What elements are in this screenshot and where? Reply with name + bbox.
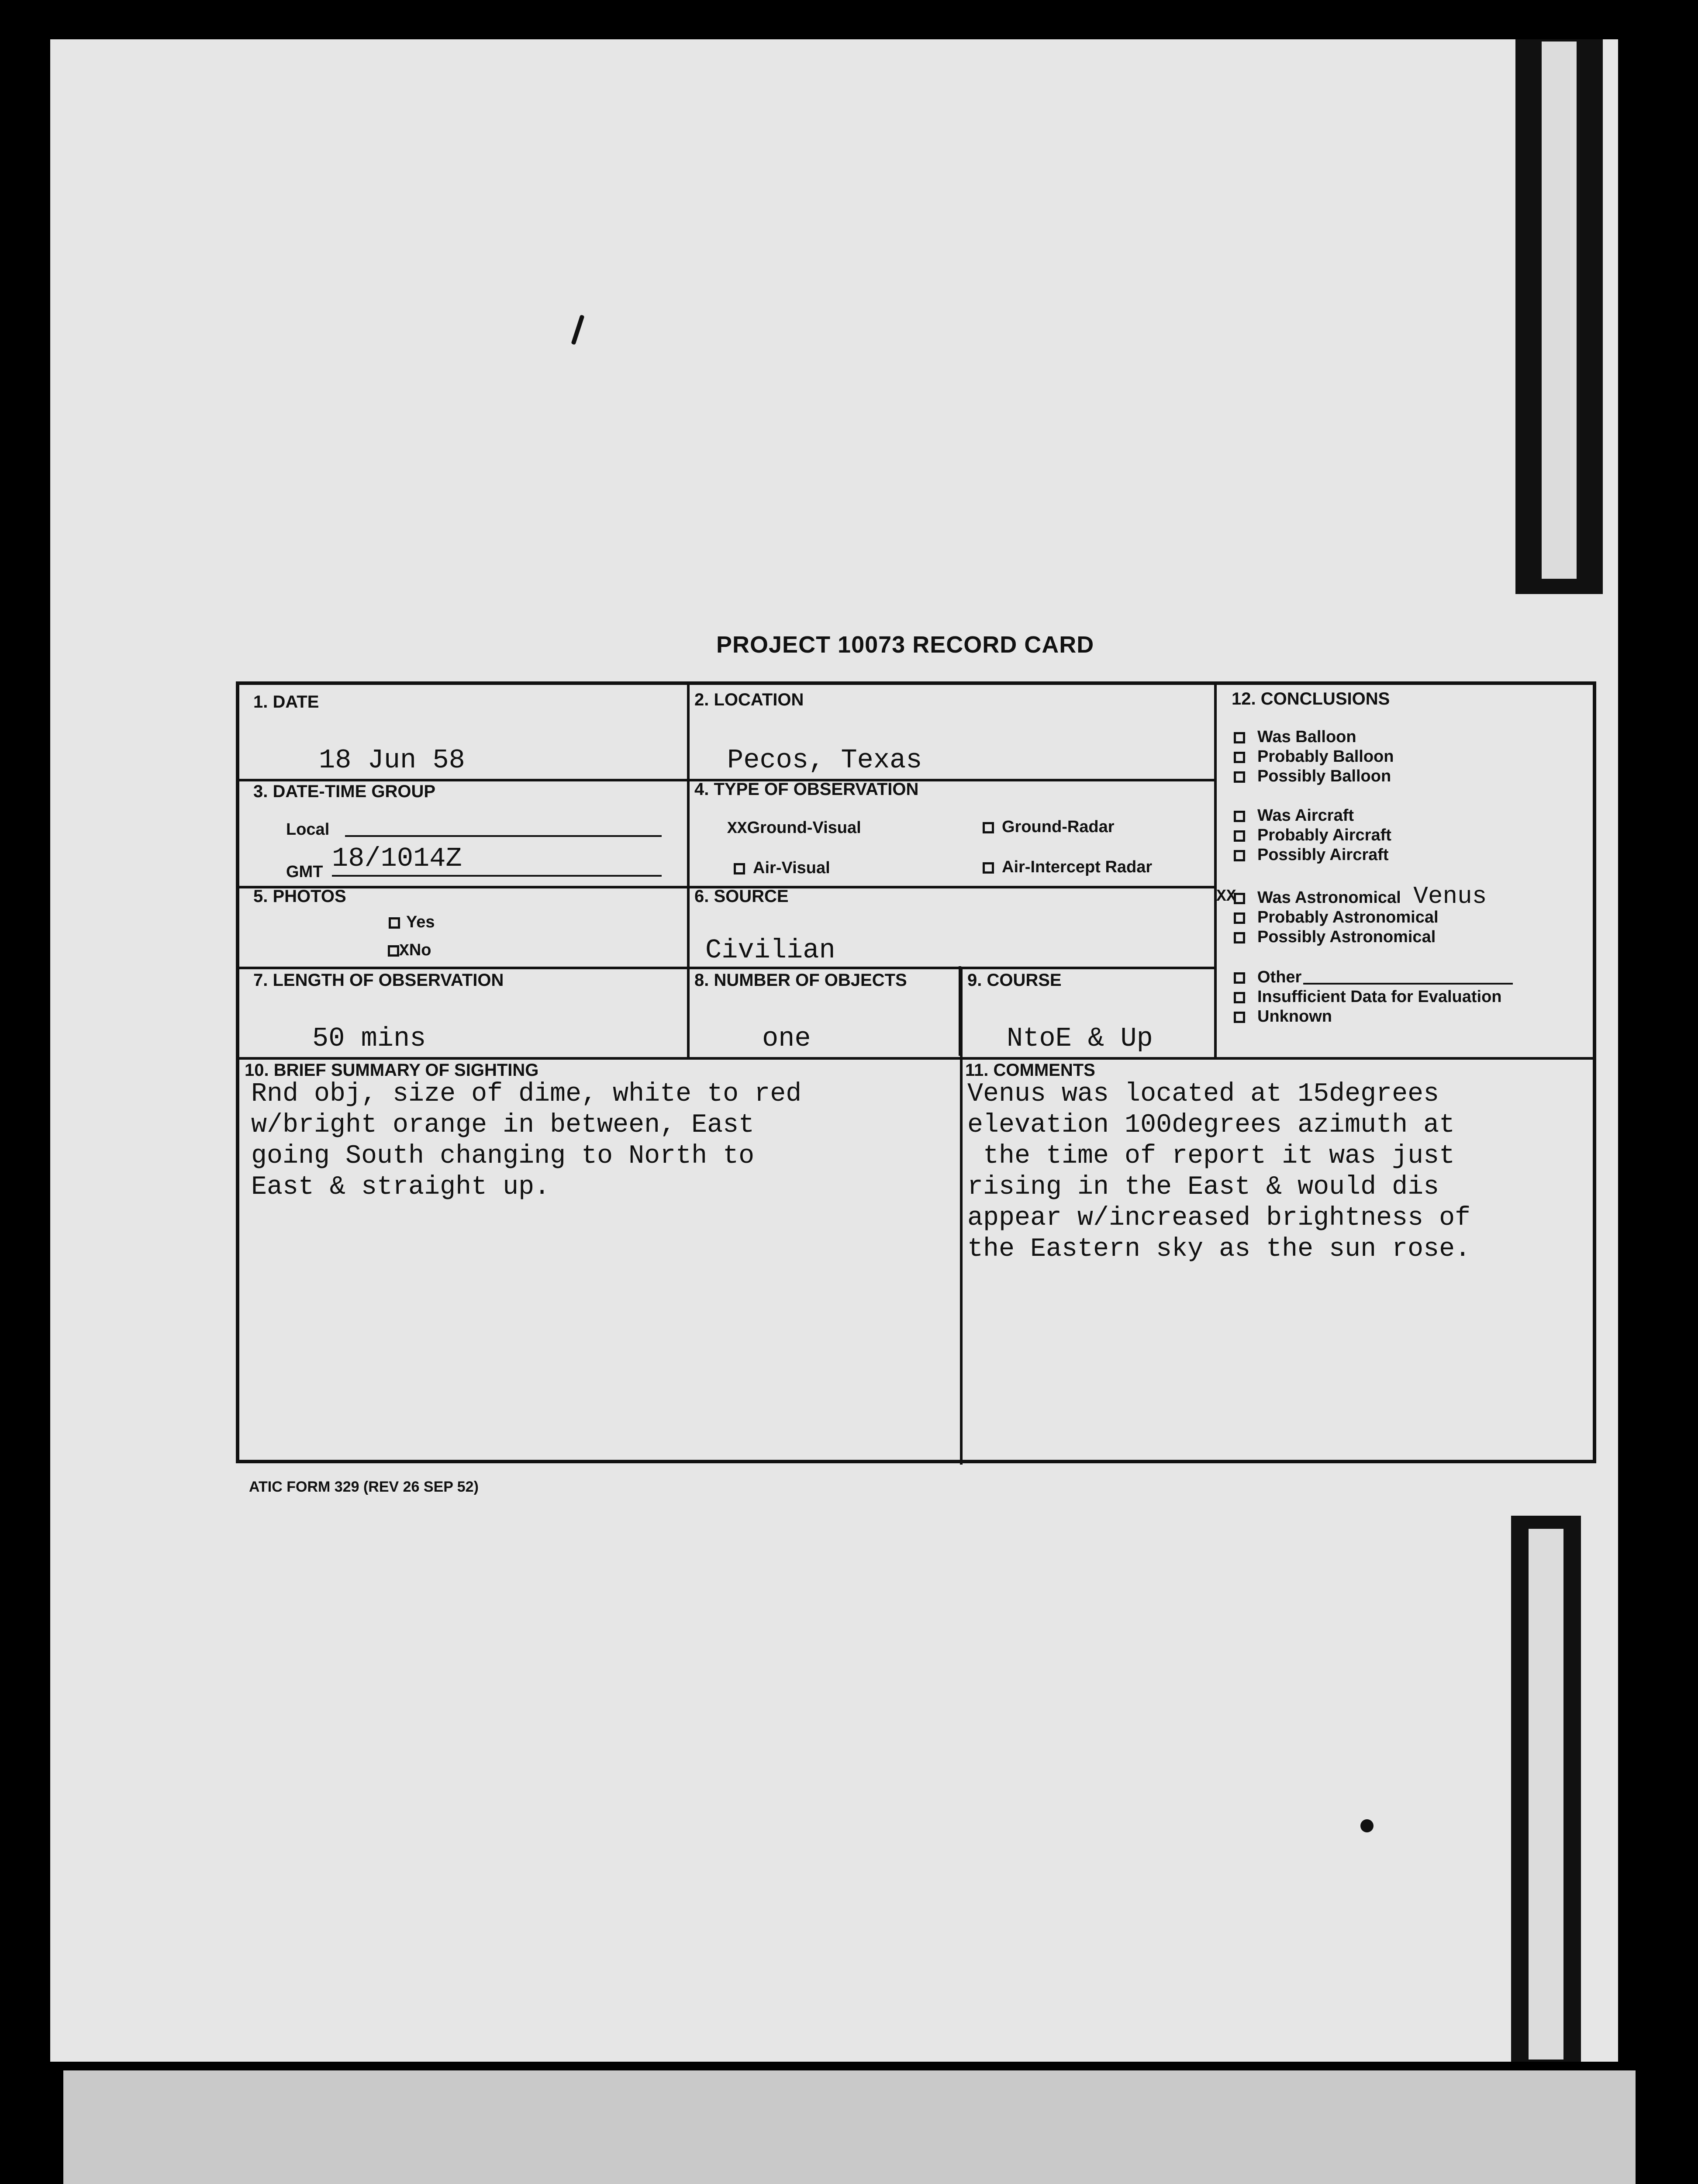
course-label: 9. COURSE — [967, 971, 1062, 990]
ground-radar-checkbox — [983, 822, 994, 833]
other-checkbox — [1234, 972, 1245, 984]
film-speck — [1360, 1819, 1374, 1832]
probably-aircraft-checkbox — [1234, 830, 1245, 842]
datetime-group-label: 3. DATE-TIME GROUP — [253, 782, 436, 801]
probably-astronomical-checkbox — [1234, 912, 1245, 924]
comments-text — [967, 1079, 1470, 1265]
observation-type-label: 4. TYPE OF OBSERVATION — [694, 780, 919, 799]
probably-aircraft-option — [1234, 826, 1391, 845]
probably-astronomical-option — [1234, 908, 1487, 927]
was-balloon-checkbox — [1234, 732, 1245, 743]
summary-label: 10. BRIEF SUMMARY OF SIGHTING — [245, 1061, 539, 1080]
length-label: 7. LENGTH OF OBSERVATION — [253, 971, 504, 990]
gmt-label: GMT — [286, 863, 323, 881]
location-label: 2. LOCATION — [694, 690, 804, 709]
astronomical-note: Venus — [1413, 882, 1487, 910]
was-astronomical-mark: XX — [1216, 887, 1236, 906]
comments-label: 11. COMMENTS — [965, 1061, 1095, 1080]
insufficient-data-text: Insufficient Data for Evaluation — [1257, 988, 1502, 1006]
location-value: Pecos, Texas — [727, 745, 922, 776]
summary-line: Rnd obj, size of dime, white to red — [251, 1079, 802, 1109]
insufficient-data-checkbox — [1234, 992, 1245, 1003]
possibly-aircraft-checkbox — [1234, 850, 1245, 861]
probably-balloon-option — [1234, 747, 1394, 767]
photos-no-option — [388, 941, 431, 961]
unknown-checkbox — [1234, 1012, 1245, 1023]
other-underline — [1303, 983, 1513, 985]
conclusions-label: 12. CONCLUSIONS — [1232, 689, 1390, 708]
conclusions-aircraft-group — [1234, 806, 1391, 865]
was-astronomical-text: Was Astronomical — [1257, 888, 1401, 907]
course-value: NtoE & Up — [1007, 1023, 1153, 1054]
photos-yes-option — [389, 913, 435, 932]
date-label: 1. DATE — [253, 692, 319, 712]
card-title: PROJECT 10073 RECORD CARD — [716, 632, 1094, 658]
comments-line: rising in the East & would dis — [967, 1172, 1439, 1202]
local-underline — [345, 835, 662, 837]
rule-col1 — [687, 685, 690, 1060]
was-balloon-text: Was Balloon — [1257, 728, 1356, 746]
air-visual-checkbox — [734, 863, 745, 874]
rule-row3 — [239, 967, 1217, 969]
conclusions-astronomical-group — [1216, 882, 1487, 947]
probably-aircraft-text: Probably Aircraft — [1257, 826, 1391, 844]
possibly-balloon-option — [1234, 767, 1394, 786]
form-identifier: ATIC FORM 329 (REV 26 SEP 52) — [249, 1479, 479, 1495]
objects-value: one — [762, 1023, 811, 1054]
comments-line: Venus was located at 15degrees — [967, 1079, 1439, 1109]
air-intercept-radar-checkbox — [983, 862, 994, 874]
rule-row4 — [239, 1057, 1593, 1060]
photos-no-mark: X — [399, 942, 409, 961]
ground-visual-option — [727, 819, 861, 838]
other-option — [1234, 968, 1513, 987]
was-aircraft-option — [1234, 806, 1391, 826]
possibly-astronomical-text: Possibly Astronomical — [1257, 928, 1436, 946]
was-astronomical-option — [1216, 882, 1487, 910]
summary-line: w/bright orange in between, East — [251, 1110, 755, 1140]
film-edge-top-inner — [1542, 41, 1577, 579]
ground-radar-text: Ground-Radar — [1002, 818, 1115, 836]
probably-astronomical-text: Probably Astronomical — [1257, 908, 1439, 926]
rule-objects-course — [959, 966, 961, 1056]
ground-visual-text: Ground-Visual — [747, 819, 861, 837]
length-value: 50 mins — [312, 1023, 426, 1054]
lower-film-area — [63, 2070, 1636, 2184]
photos-no-checkbox — [388, 945, 399, 957]
photos-yes-text: Yes — [406, 913, 435, 931]
unknown-text: Unknown — [1257, 1007, 1332, 1026]
possibly-balloon-text: Possibly Balloon — [1257, 767, 1391, 785]
gmt-value: 18/1014Z — [332, 843, 462, 874]
unknown-option — [1234, 1007, 1513, 1026]
source-label: 6. SOURCE — [694, 887, 789, 906]
air-visual-option — [734, 859, 830, 878]
date-value: 18 Jun 58 — [319, 745, 465, 776]
rule-col2 — [1214, 685, 1217, 1060]
conclusions-other-group — [1234, 968, 1513, 1026]
comments-line: the time of report it was just — [967, 1141, 1455, 1171]
summary-line: East & straight up. — [251, 1172, 550, 1202]
summary-line: going South changing to North to — [251, 1141, 755, 1171]
ground-visual-mark: XX — [727, 819, 747, 838]
was-balloon-option — [1234, 727, 1394, 747]
possibly-astronomical-option — [1234, 927, 1487, 947]
comments-line: the Eastern sky as the sun rose. — [967, 1234, 1471, 1264]
was-aircraft-checkbox — [1234, 811, 1245, 822]
comments-line: elevation 100degrees azimuth at — [967, 1110, 1455, 1140]
film-edge-bottom-inner — [1529, 1529, 1563, 2060]
summary-text — [251, 1079, 801, 1203]
possibly-aircraft-text: Possibly Aircraft — [1257, 846, 1389, 864]
probably-balloon-text: Probably Balloon — [1257, 747, 1394, 766]
air-intercept-radar-option — [983, 858, 1152, 877]
possibly-astronomical-checkbox — [1234, 932, 1245, 943]
photos-yes-checkbox — [389, 917, 400, 929]
comments-line: appear w/increased brightness of — [967, 1203, 1471, 1233]
gmt-underline — [332, 875, 662, 877]
other-text: Other — [1257, 968, 1302, 986]
objects-label: 8. NUMBER OF OBJECTS — [694, 971, 907, 990]
probably-balloon-checkbox — [1234, 752, 1245, 763]
source-value: Civilian — [705, 935, 835, 966]
ground-radar-option — [983, 818, 1115, 836]
photos-label: 5. PHOTOS — [253, 887, 346, 906]
insufficient-data-option — [1234, 987, 1513, 1007]
was-aircraft-text: Was Aircraft — [1257, 806, 1354, 825]
local-label: Local — [286, 820, 330, 839]
conclusions-balloon-group — [1234, 727, 1394, 786]
air-visual-text: Air-Visual — [753, 859, 830, 877]
air-intercept-radar-text: Air-Intercept Radar — [1002, 858, 1153, 876]
photos-no-text: No — [409, 941, 431, 959]
possibly-balloon-checkbox — [1234, 771, 1245, 783]
possibly-aircraft-option — [1234, 845, 1391, 865]
